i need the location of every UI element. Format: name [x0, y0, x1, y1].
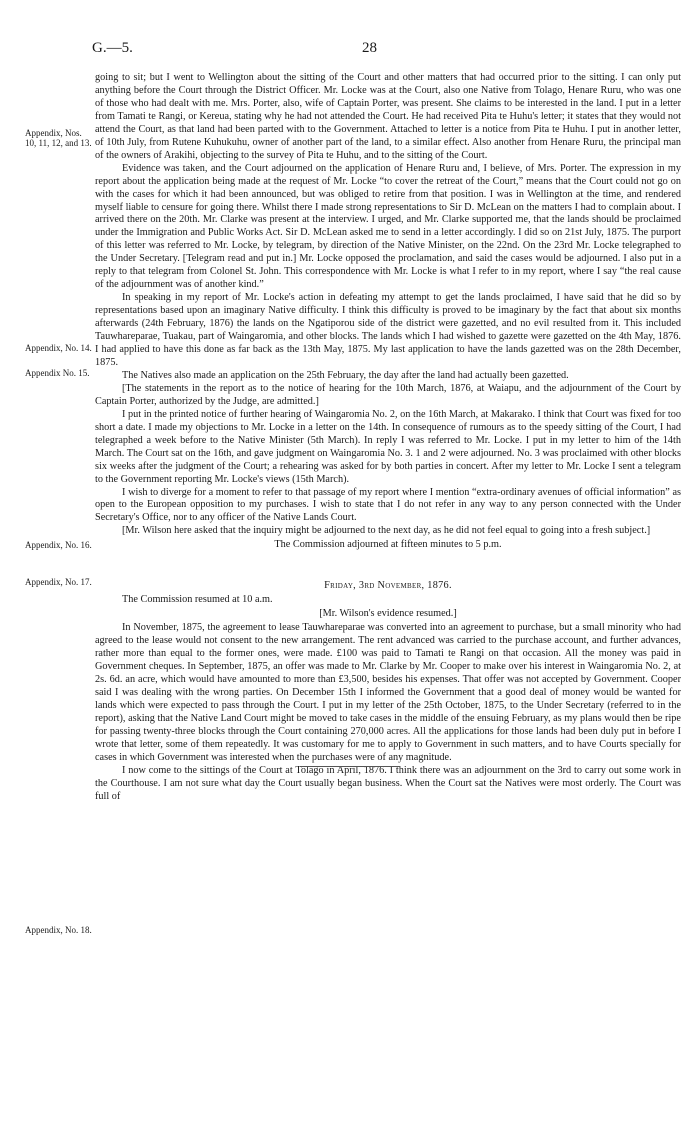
margin-note: Appendix, No. 14.: [25, 343, 92, 353]
margin-note: Appendix, No. 17.: [25, 577, 92, 587]
paragraph: going to sit; but I went to Wellington about the sitting of the Court and other matters that had occurred prior to the sitting. I can only put anything before the Court through the District Officer. Mr. Locke was at the Court, also one Native from Tolago, Henare Ruru, who was one of those who had dealt with me. Mrs. Porter, also, wife of Captain Porter, was present. She claims to be interested in the land. I put in a letter from Tamati te Rangi, or Kereua, stating why he had not attended the Court. He had received Pita te Huhu's letter; it states that they would not attend the Court, as that land had been parted with to the Government. Attached to letter is a notice from Pita te Huhu. I put in another letter, of 10th July, from Rutene Kuhukuhu, owner of another part of the land, to a similar effect. Also another from Henare Ruru, the principal man of the owners of Arakihi, objecting to the survey of Pita te Huhu, and to the sitting of the Court.: [95, 72, 681, 161]
date-heading: Friday, 3rd November, 1876.: [324, 580, 452, 592]
running-header-reference: G.—5.: [92, 40, 133, 56]
paragraph: The Natives also made an application on the 25th February, the day after the land had actually been gazetted.: [122, 369, 569, 381]
paragraph: I put in the printed notice of further hearing of Waingaromia No. 2, on the 16th March, at Makarako. I think that Court was fixed for too short a date. I made my objections to Mr. Locke in a letter on the 14th. In consequence of rumours as to the speedy sitting of the Court, I had telegraphed a week before to the Native Minister (5th March). In reply I was referred to Mr. Locke. I put in my letter to him of the 14th March. The Court sat on the 16th, and gave judgment on Waingaromia No. 3. 1 and 2 were adjourned. No. 3 was proclaimed with other blocks six weeks after the judgment of the Court; a rehearing was asked for by both parties in concert. After my letter to Mr. Locke I sent a telegram to the Government reporting Mr. Locke's views (15th March).: [95, 408, 681, 485]
evidence-resumed-note: [Mr. Wilson's evidence resumed.]: [319, 608, 457, 620]
paragraph: I wish to diverge for a moment to refer to that passage of my report where I mention “extra-ordinary avenues of official information” as open to the European opposition to my purchases. I wish to state that I do not refer in any way to any person connected with the Under Secretary's Office, nor to any officer of the Native Lands Court.: [95, 486, 681, 524]
margin-note: Appendix No. 15.: [25, 368, 90, 378]
margin-note: Appendix, No. 18.: [25, 925, 92, 935]
paragraph: In speaking in my report of Mr. Locke's action in defeating my attempt to get the lands proclaimed, I have said that he did so by representations based upon an imaginary Native difficulty. I think this difficulty is proved to be imaginary by the fact that about six months afterwards (24th February, 1876) the lands on the Ngatiporou side of the district were gazetted, and no evil resulted from it. This included Tauwhareparae, Tuakau, part of Waingaromia, and other blocks. The lands which I had wished to gazette were gazetted on the 4th May, 1876. I had applied to have this done as far back as the 13th May, 1875. My last application to have the lands gazetted was on the 28th December, 1875.: [95, 292, 681, 368]
margin-note: Appendix, Nos. 10, 11, 12, and 13.: [25, 128, 92, 148]
adjournment-note: The Commission adjourned at fifteen minutes to 5 p.m.: [274, 539, 502, 551]
paragraph: [The statements in the report as to the notice of hearing for the 10th March, 1876, at Waiapu, and the adjournment of the Court by Captain Porter, authorized by the Judge, are admitted.]: [95, 382, 681, 407]
paragraph: In November, 1875, the agreement to lease Tauwhareparae was converted into an agreement to purchase, but a small minority who had agreed to the lease would not consent to the new arrangement. The rent advanced was carried to the purchase account, and further advances, rather more than equal to the former ones, were made. £100 was paid to Tamati te Rangi on that occasion. All the money was paid in Government cheques. In September, 1875, an offer was made to Mr. Clarke by Mr. Cooper to make over his interest in Waingaromia No. 2, at 2s. 6d. an acre, which would have amounted to more than £3,500, besides his expenses. That offer was not accepted by Government. Cooper said I was dealing with the wrong parties. On December 15th I informed the Government that a good deal of money would be wanted for lands which were expected to pass through the Court. I put in my letter of the 25th October, 1875, to the Under Secretary (referred to in the report), asking that the Native Land Court might be moved to take cases in the middle of the ensuing February, as my plans would then be ripe for passing twenty-three blocks through the Court containing 270,000 acres. All the applications for those lands had been duly put in before I wrote that letter, some of them repeatedly. It was customary for me to apply to Government in such matters, and to have Courts specially for cases in which Government was interested when the purchases were of any magnitude.: [95, 622, 681, 763]
section-divider: [300, 766, 400, 767]
paragraph: [Mr. Wilson here asked that the inquiry might be adjourned to the next day, as he did not feel equal to going into a fresh subject.]: [122, 525, 651, 537]
main-text: [95, 72, 681, 803]
margin-note: Appendix, No. 16.: [25, 540, 92, 550]
page-number: 28: [362, 40, 377, 56]
session-note: The Commission resumed at 10 a.m.: [122, 594, 273, 606]
paragraph: Evidence was taken, and the Court adjourned on the application of Henare Ruru and, I believe, of Mrs. Porter. The expression in my report about the application being made at the request of Mr. Locke “to cover the retreat of the Court,” means that the Court could not go on with the cases for which it had been announced, but was obliged to retire from that position. I was in Wellington at the time, and rendered myself liable to censure for going there. Whilst there I made strong representations to Sir D. McLean on the matters I had to complain about. I arrived there on the 20th. Mr. Clarke was present at the interview. I urged, and Mr. Clarke supported me, that the lands should be proclaimed under the Immigration and Public Works Act. Sir D. McLean asked me to send in a letter accordingly. I did so on 21st July, 1875. The purport of this letter was referred to Mr. Locke, by telegram, by direction of the Native Minister, on the 22nd. On the 23rd Mr. Locke telegraphed to the Under Secretary. [Telegram read and put in.] Mr. Locke opposed the proclamation, and said the cases would be adjourned. I also put in a reply to that telegram from Colonel St. John. This correspondence with Mr. Locke is what I refer to in my report, where I say “the real cause of the adjournment was of another kind.”: [95, 162, 681, 291]
paragraph: I now come to the sittings of the Court at Tolago in April, 1876. I think there was an adjournment on the 3rd to carry out some work in the Courthouse. I am not sure what day the Court usually began business. When the Court sat the Natives were most orderly. The Court was full of: [95, 764, 681, 802]
